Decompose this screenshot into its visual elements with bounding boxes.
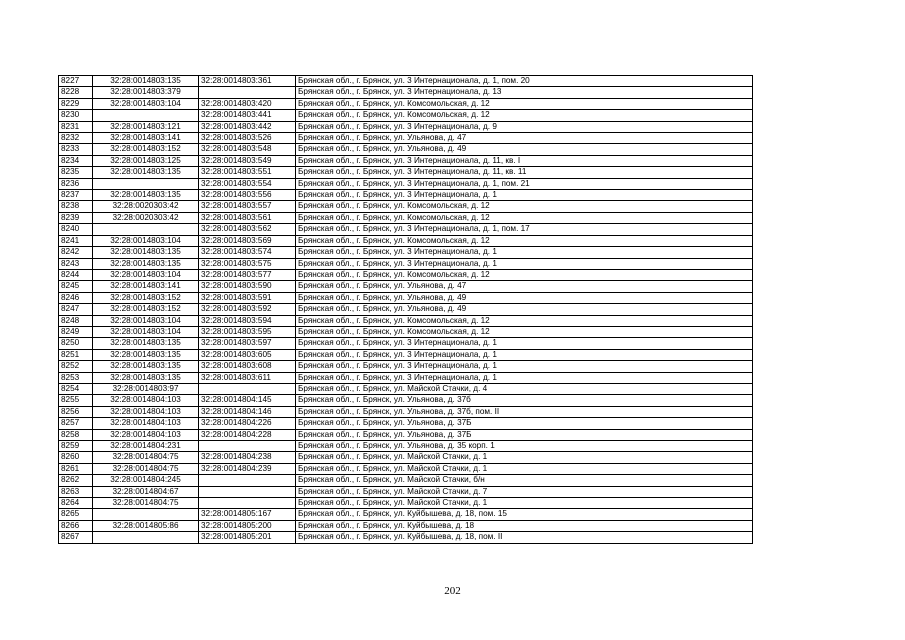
row-number-cell: 8228	[59, 87, 93, 98]
object-cadastral-number-cell: 32:28:0014804:226	[199, 418, 296, 429]
address-cell: Брянская обл., г. Брянск, ул. Ульянова, д. 35 корп. 1	[296, 441, 753, 452]
cadastral-number-cell: 32:28:0014803:379	[93, 87, 199, 98]
table-row	[59, 498, 753, 509]
table-row	[59, 349, 753, 360]
address-cell: Брянская обл., г. Брянск, ул. Ульянова, д. 37Б	[296, 418, 753, 429]
cadastral-number-cell: 32:28:0014804:103	[93, 418, 199, 429]
cadastral-number-cell: 32:28:0020303:42	[93, 201, 199, 212]
row-number-cell: 8250	[59, 338, 93, 349]
address-cell: Брянская обл., г. Брянск, ул. 3 Интернационала, д. 1	[296, 190, 753, 201]
cadastral-number-cell: 32:28:0014803:135	[93, 258, 199, 269]
cadastral-number-cell: 32:28:0014803:135	[93, 167, 199, 178]
row-number-cell: 8252	[59, 361, 93, 372]
address-cell: Брянская обл., г. Брянск, ул. 3 Интернационала, д. 1	[296, 258, 753, 269]
address-cell: Брянская обл., г. Брянск, ул. Куйбышева, д. 18, пом. 15	[296, 509, 753, 520]
cadastral-number-cell: 32:28:0014803:104	[93, 269, 199, 280]
address-cell: Брянская обл., г. Брянск, ул. 3 Интернационала, д. 13	[296, 87, 753, 98]
object-cadastral-number-cell: 32:28:0014803:562	[199, 224, 296, 235]
address-cell: Брянская обл., г. Брянск, ул. Комсомольская, д. 12	[296, 212, 753, 223]
object-cadastral-number-cell	[199, 475, 296, 486]
row-number-cell: 8251	[59, 349, 93, 360]
table-row	[59, 463, 753, 474]
cadastral-number-cell: 32:28:0014803:135	[93, 349, 199, 360]
address-cell: Брянская обл., г. Брянск, ул. 3 Интернационала, д. 1	[296, 338, 753, 349]
cadastral-number-cell: 32:28:0014803:141	[93, 133, 199, 144]
row-number-cell: 8249	[59, 326, 93, 337]
address-cell: Брянская обл., г. Брянск, ул. Майской Стачки, б/н	[296, 475, 753, 486]
cadastral-number-cell: 32:28:0014805:86	[93, 520, 199, 531]
object-cadastral-number-cell: 32:28:0014803:551	[199, 167, 296, 178]
table-row	[59, 87, 753, 98]
object-cadastral-number-cell: 32:28:0014805:200	[199, 520, 296, 531]
cadastral-number-cell: 32:28:0014804:75	[93, 463, 199, 474]
object-cadastral-number-cell: 32:28:0014805:201	[199, 532, 296, 543]
row-number-cell: 8254	[59, 383, 93, 394]
table-row	[59, 121, 753, 132]
row-number-cell: 8259	[59, 441, 93, 452]
cadastral-number-cell: 32:28:0014803:152	[93, 292, 199, 303]
object-cadastral-number-cell: 32:28:0014803:420	[199, 98, 296, 109]
cadastral-number-cell: 32:28:0014803:135	[93, 361, 199, 372]
table-row	[59, 281, 753, 292]
row-number-cell: 8239	[59, 212, 93, 223]
cadastral-number-cell	[93, 509, 199, 520]
address-cell: Брянская обл., г. Брянск, ул. 3 Интернационала, д. 1, пом. 17	[296, 224, 753, 235]
row-number-cell: 8258	[59, 429, 93, 440]
registry-table	[58, 75, 753, 544]
table-row	[59, 304, 753, 315]
cadastral-number-cell	[93, 224, 199, 235]
row-number-cell: 8233	[59, 144, 93, 155]
address-cell: Брянская обл., г. Брянск, ул. 3 Интернационала, д. 1, пом. 20	[296, 76, 753, 87]
row-number-cell: 8241	[59, 235, 93, 246]
object-cadastral-number-cell: 32:28:0014803:441	[199, 110, 296, 121]
table-row	[59, 475, 753, 486]
address-cell: Брянская обл., г. Брянск, ул. 3 Интернационала, д. 1, пом. 21	[296, 178, 753, 189]
cadastral-number-cell: 32:28:0014804:75	[93, 452, 199, 463]
row-number-cell: 8227	[59, 76, 93, 87]
cadastral-number-cell: 32:28:0014803:141	[93, 281, 199, 292]
address-cell: Брянская обл., г. Брянск, ул. Комсомольская, д. 12	[296, 269, 753, 280]
table-row	[59, 76, 753, 87]
cadastral-number-cell	[93, 532, 199, 543]
table-row	[59, 383, 753, 394]
object-cadastral-number-cell	[199, 486, 296, 497]
object-cadastral-number-cell: 32:28:0014804:146	[199, 406, 296, 417]
table-row	[59, 269, 753, 280]
cadastral-number-cell: 32:28:0014803:152	[93, 304, 199, 315]
table-row	[59, 212, 753, 223]
table-row	[59, 326, 753, 337]
table-row	[59, 190, 753, 201]
address-cell: Брянская обл., г. Брянск, ул. Майской Стачки, д. 4	[296, 383, 753, 394]
address-cell: Брянская обл., г. Брянск, ул. Ульянова, д. 37Б	[296, 429, 753, 440]
row-number-cell: 8262	[59, 475, 93, 486]
object-cadastral-number-cell	[199, 498, 296, 509]
table-row	[59, 520, 753, 531]
address-cell: Брянская обл., г. Брянск, ул. 3 Интернационала, д. 1	[296, 247, 753, 258]
row-number-cell: 8240	[59, 224, 93, 235]
row-number-cell: 8263	[59, 486, 93, 497]
address-cell: Брянская обл., г. Брянск, ул. Куйбышева, д. 18	[296, 520, 753, 531]
object-cadastral-number-cell	[199, 441, 296, 452]
table-row	[59, 167, 753, 178]
row-number-cell: 8244	[59, 269, 93, 280]
row-number-cell: 8260	[59, 452, 93, 463]
cadastral-number-cell: 32:28:0014803:104	[93, 315, 199, 326]
row-number-cell: 8257	[59, 418, 93, 429]
row-number-cell: 8255	[59, 395, 93, 406]
address-cell: Брянская обл., г. Брянск, ул. Майской Стачки, д. 1	[296, 463, 753, 474]
table-row	[59, 110, 753, 121]
row-number-cell: 8234	[59, 155, 93, 166]
row-number-cell: 8253	[59, 372, 93, 383]
address-cell: Брянская обл., г. Брянск, ул. Комсомольская, д. 12	[296, 98, 753, 109]
row-number-cell: 8245	[59, 281, 93, 292]
row-number-cell: 8229	[59, 98, 93, 109]
row-number-cell: 8247	[59, 304, 93, 315]
row-number-cell: 8246	[59, 292, 93, 303]
cadastral-number-cell: 32:28:0014804:231	[93, 441, 199, 452]
object-cadastral-number-cell: 32:28:0014803:554	[199, 178, 296, 189]
table-row	[59, 395, 753, 406]
cadastral-number-cell: 32:28:0014804:103	[93, 406, 199, 417]
table-row	[59, 224, 753, 235]
object-cadastral-number-cell: 32:28:0014803:548	[199, 144, 296, 155]
table-row	[59, 429, 753, 440]
object-cadastral-number-cell: 32:28:0014803:608	[199, 361, 296, 372]
cadastral-number-cell: 32:28:0014804:103	[93, 429, 199, 440]
table-row	[59, 315, 753, 326]
address-cell: Брянская обл., г. Брянск, ул. Ульянова, д. 49	[296, 292, 753, 303]
cadastral-number-cell: 32:28:0014803:135	[93, 372, 199, 383]
cadastral-number-cell: 32:28:0014804:245	[93, 475, 199, 486]
address-cell: Брянская обл., г. Брянск, ул. Ульянова, д. 47	[296, 281, 753, 292]
table-row	[59, 338, 753, 349]
cadastral-number-cell: 32:28:0014803:152	[93, 144, 199, 155]
object-cadastral-number-cell: 32:28:0014803:591	[199, 292, 296, 303]
object-cadastral-number-cell: 32:28:0014804:228	[199, 429, 296, 440]
table-row	[59, 361, 753, 372]
object-cadastral-number-cell: 32:28:0014803:561	[199, 212, 296, 223]
table-row	[59, 201, 753, 212]
row-number-cell: 8235	[59, 167, 93, 178]
table-row	[59, 258, 753, 269]
address-cell: Брянская обл., г. Брянск, ул. Майской Стачки, д. 7	[296, 486, 753, 497]
row-number-cell: 8230	[59, 110, 93, 121]
object-cadastral-number-cell	[199, 383, 296, 394]
table-row	[59, 441, 753, 452]
table-row	[59, 133, 753, 144]
address-cell: Брянская обл., г. Брянск, ул. Куйбышева, д. 18, пом. II	[296, 532, 753, 543]
cadastral-number-cell: 32:28:0014803:121	[93, 121, 199, 132]
cadastral-number-cell: 32:28:0014803:135	[93, 76, 199, 87]
object-cadastral-number-cell: 32:28:0014803:569	[199, 235, 296, 246]
cadastral-number-cell: 32:28:0014803:104	[93, 98, 199, 109]
object-cadastral-number-cell	[199, 87, 296, 98]
address-cell: Брянская обл., г. Брянск, ул. Майской Стачки, д. 1	[296, 498, 753, 509]
row-number-cell: 8237	[59, 190, 93, 201]
object-cadastral-number-cell: 32:28:0014803:557	[199, 201, 296, 212]
cadastral-number-cell: 32:28:0014803:104	[93, 326, 199, 337]
object-cadastral-number-cell: 32:28:0014804:145	[199, 395, 296, 406]
cadastral-number-cell	[93, 110, 199, 121]
cadastral-number-cell: 32:28:0014803:135	[93, 190, 199, 201]
row-number-cell: 8267	[59, 532, 93, 543]
cadastral-number-cell: 32:28:0014804:75	[93, 498, 199, 509]
cadastral-number-cell: 32:28:0020303:42	[93, 212, 199, 223]
table-row	[59, 155, 753, 166]
table-row	[59, 452, 753, 463]
object-cadastral-number-cell: 32:28:0014803:592	[199, 304, 296, 315]
table-row	[59, 406, 753, 417]
table-row	[59, 178, 753, 189]
object-cadastral-number-cell: 32:28:0014803:577	[199, 269, 296, 280]
object-cadastral-number-cell: 32:28:0014803:549	[199, 155, 296, 166]
address-cell: Брянская обл., г. Брянск, ул. Комсомольская, д. 12	[296, 110, 753, 121]
row-number-cell: 8265	[59, 509, 93, 520]
object-cadastral-number-cell: 32:28:0014804:239	[199, 463, 296, 474]
object-cadastral-number-cell: 32:28:0014803:442	[199, 121, 296, 132]
cadastral-number-cell: 32:28:0014804:67	[93, 486, 199, 497]
registry-table-body	[59, 76, 753, 544]
row-number-cell: 8242	[59, 247, 93, 258]
object-cadastral-number-cell: 32:28:0014805:167	[199, 509, 296, 520]
page-number: 202	[444, 585, 461, 597]
object-cadastral-number-cell: 32:28:0014803:611	[199, 372, 296, 383]
row-number-cell: 8264	[59, 498, 93, 509]
address-cell: Брянская обл., г. Брянск, ул. Ульянова, д. 49	[296, 304, 753, 315]
address-cell: Брянская обл., г. Брянск, ул. Комсомольская, д. 12	[296, 326, 753, 337]
object-cadastral-number-cell: 32:28:0014803:556	[199, 190, 296, 201]
object-cadastral-number-cell: 32:28:0014803:594	[199, 315, 296, 326]
address-cell: Брянская обл., г. Брянск, ул. Ульянова, д. 49	[296, 144, 753, 155]
table-row	[59, 372, 753, 383]
object-cadastral-number-cell: 32:28:0014803:597	[199, 338, 296, 349]
table-row	[59, 144, 753, 155]
address-cell: Брянская обл., г. Брянск, ул. 3 Интернационала, д. 1	[296, 372, 753, 383]
object-cadastral-number-cell: 32:28:0014803:595	[199, 326, 296, 337]
table-row	[59, 292, 753, 303]
row-number-cell: 8261	[59, 463, 93, 474]
address-cell: Брянская обл., г. Брянск, ул. Майской Стачки, д. 1	[296, 452, 753, 463]
row-number-cell: 8238	[59, 201, 93, 212]
address-cell: Брянская обл., г. Брянск, ул. 3 Интернационала, д. 11, кв. I	[296, 155, 753, 166]
row-number-cell: 8232	[59, 133, 93, 144]
table-row	[59, 235, 753, 246]
row-number-cell: 8256	[59, 406, 93, 417]
cadastral-number-cell: 32:28:0014803:135	[93, 338, 199, 349]
address-cell: Брянская обл., г. Брянск, ул. 3 Интернационала, д. 9	[296, 121, 753, 132]
address-cell: Брянская обл., г. Брянск, ул. Ульянова, д. 47	[296, 133, 753, 144]
address-cell: Брянская обл., г. Брянск, ул. 3 Интернационала, д. 1	[296, 361, 753, 372]
object-cadastral-number-cell: 32:28:0014803:526	[199, 133, 296, 144]
object-cadastral-number-cell: 32:28:0014803:605	[199, 349, 296, 360]
row-number-cell: 8236	[59, 178, 93, 189]
address-cell: Брянская обл., г. Брянск, ул. Ульянова, д. 37б, пом. II	[296, 406, 753, 417]
cadastral-number-cell	[93, 178, 199, 189]
object-cadastral-number-cell: 32:28:0014803:590	[199, 281, 296, 292]
table-row	[59, 509, 753, 520]
object-cadastral-number-cell: 32:28:0014803:361	[199, 76, 296, 87]
address-cell: Брянская обл., г. Брянск, ул. 3 Интернационала, д. 1	[296, 349, 753, 360]
address-cell: Брянская обл., г. Брянск, ул. Комсомольская, д. 12	[296, 201, 753, 212]
object-cadastral-number-cell: 32:28:0014803:575	[199, 258, 296, 269]
cadastral-number-cell: 32:28:0014803:104	[93, 235, 199, 246]
row-number-cell: 8248	[59, 315, 93, 326]
address-cell: Брянская обл., г. Брянск, ул. Комсомольская, д. 12	[296, 315, 753, 326]
table-row	[59, 418, 753, 429]
cadastral-number-cell: 32:28:0014803:125	[93, 155, 199, 166]
cadastral-number-cell: 32:28:0014804:103	[93, 395, 199, 406]
address-cell: Брянская обл., г. Брянск, ул. Ульянова, д. 37б	[296, 395, 753, 406]
object-cadastral-number-cell: 32:28:0014804:238	[199, 452, 296, 463]
address-cell: Брянская обл., г. Брянск, ул. Комсомольская, д. 12	[296, 235, 753, 246]
table-row	[59, 247, 753, 258]
table-row	[59, 486, 753, 497]
row-number-cell: 8231	[59, 121, 93, 132]
object-cadastral-number-cell: 32:28:0014803:574	[199, 247, 296, 258]
table-row	[59, 98, 753, 109]
row-number-cell: 8266	[59, 520, 93, 531]
row-number-cell: 8243	[59, 258, 93, 269]
cadastral-number-cell: 32:28:0014803:97	[93, 383, 199, 394]
address-cell: Брянская обл., г. Брянск, ул. 3 Интернационала, д. 11, кв. 11	[296, 167, 753, 178]
table-row	[59, 532, 753, 543]
cadastral-number-cell: 32:28:0014803:135	[93, 247, 199, 258]
